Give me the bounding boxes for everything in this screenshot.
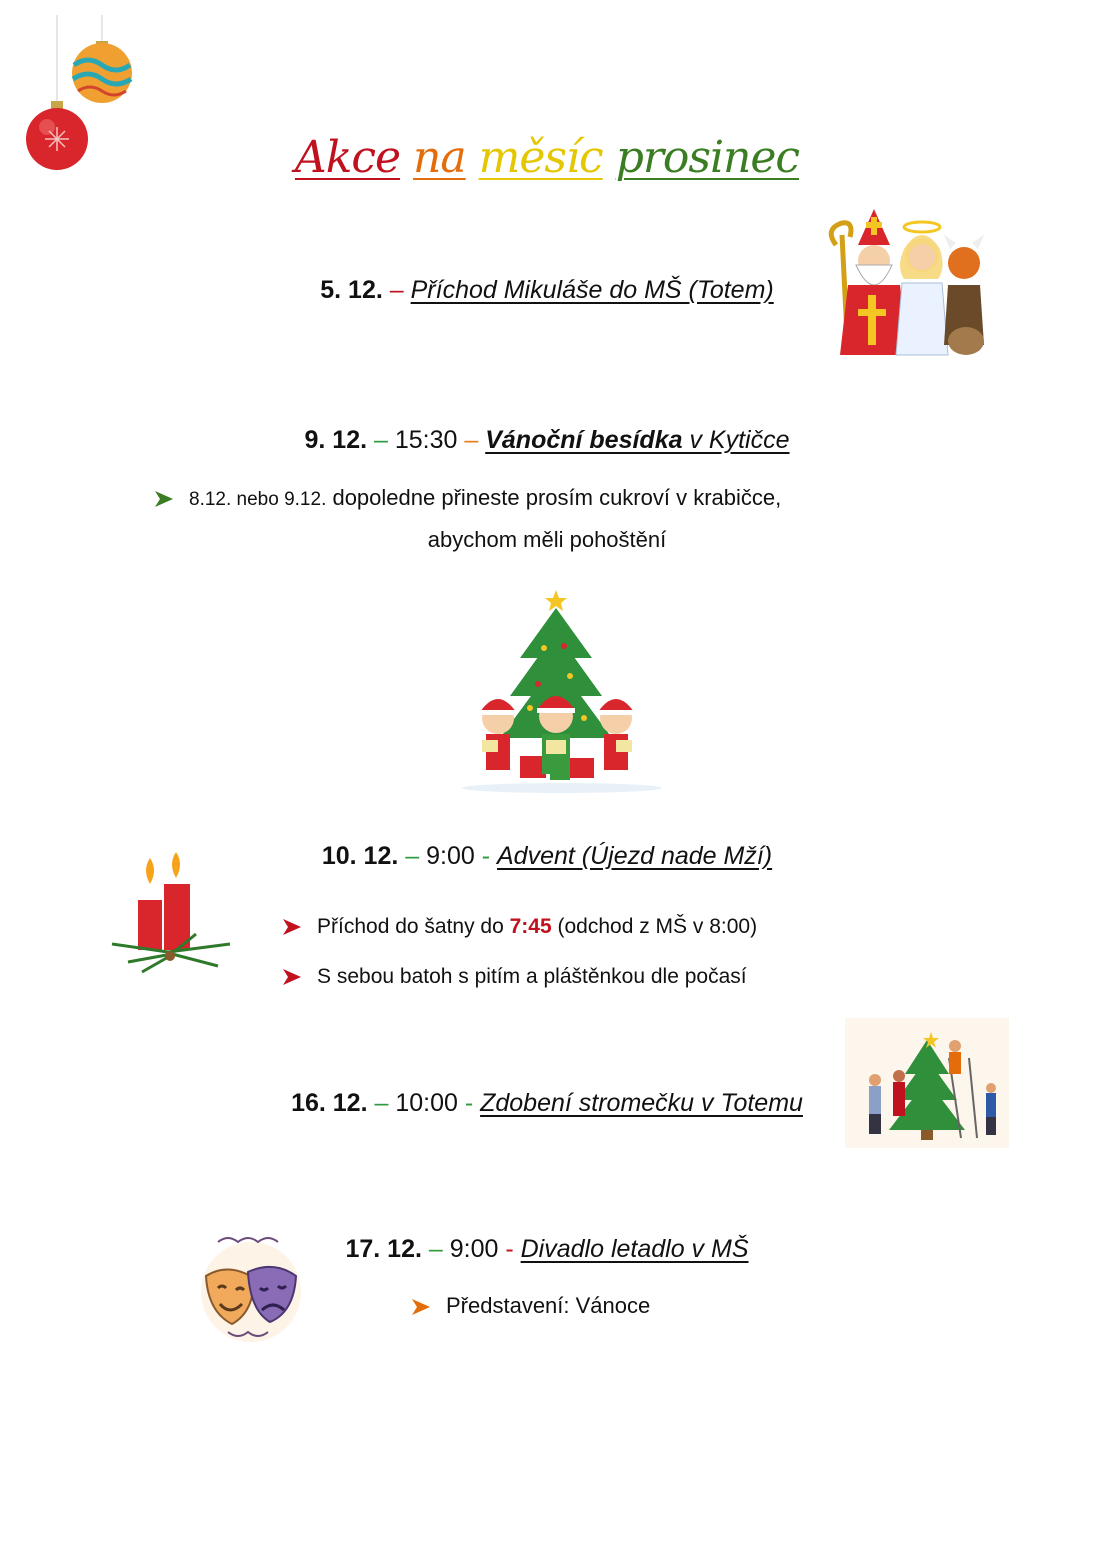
mikulas-angel-devil-illustration [818, 205, 990, 360]
date-separator: – [421, 1235, 450, 1263]
event-time: 9:00 [449, 1235, 499, 1263]
time-separator: – [457, 426, 486, 454]
divadlo-bullet-1 [410, 1293, 650, 1319]
advent-candles-illustration [108, 852, 236, 976]
bullet-time: 7:45 [509, 915, 552, 938]
event-date: 5. 12. [320, 276, 383, 304]
event-date: 17. 12. [345, 1235, 422, 1263]
time-separator: - [457, 1089, 481, 1117]
title-word-3: měsíc [478, 132, 603, 183]
date-separator: – [382, 276, 411, 304]
event-name-bold: Vánoční besídka [485, 426, 683, 454]
event-date: 10. 12. [321, 842, 399, 870]
event-date: 16. 12. [291, 1089, 368, 1117]
event-divadlo [0, 1235, 1094, 1264]
time-separator: - [474, 842, 497, 870]
bullet-text: Představení: Vánoce [446, 1293, 651, 1318]
advent-bullet-2 [281, 965, 747, 989]
bullet-text-post: (odchod z MŠ v 8:00) [551, 915, 758, 938]
page-title [0, 132, 1094, 183]
time-separator: - [498, 1235, 521, 1263]
event-besidka [0, 426, 1094, 455]
event-time: 10:00 [395, 1089, 458, 1117]
christmas-tree-children-illustration [460, 588, 665, 796]
event-name-rest: v Kytičce [682, 426, 790, 454]
event-time: 9:00 [426, 842, 475, 870]
event-name: Divadlo letadlo v MŠ [520, 1235, 749, 1263]
arrow-bullet-icon [281, 968, 303, 986]
note-dates: 8.12. nebo 9.12. [189, 489, 327, 510]
note-text: dopoledne přineste prosím cukroví v krabičce, [326, 485, 782, 510]
advent-bullet-1 [281, 915, 757, 939]
event-time: 15:30 [394, 426, 458, 454]
event-name: Příchod Mikuláše do MŠ (Totem) [410, 276, 774, 304]
besidka-note [153, 485, 781, 511]
theatre-masks-icon [198, 1232, 304, 1344]
event-name [485, 426, 789, 454]
event-name: Zdobení stromečku v Totemu [480, 1089, 803, 1117]
bullet-text: S sebou batoh s pitím a pláštěnkou dle počasí [317, 965, 747, 988]
title-word-4: prosinec [615, 132, 800, 183]
tree-decorating-illustration [845, 1018, 1009, 1148]
date-separator: – [367, 1089, 396, 1117]
date-separator: – [367, 426, 395, 454]
date-separator: – [398, 842, 427, 870]
arrow-bullet-icon [410, 1298, 432, 1316]
arrow-bullet-icon [153, 490, 175, 508]
event-name: Advent (Újezd nade Mží) [497, 842, 773, 870]
title-word-2: na [413, 132, 466, 183]
event-date: 9. 12. [304, 426, 368, 454]
title-word-1: Akce [294, 132, 401, 183]
besidka-note-line2: abychom měli pohoštění [427, 527, 667, 552]
bullet-text-pre: Příchod do šatny do [317, 915, 510, 938]
arrow-bullet-icon [281, 918, 303, 936]
